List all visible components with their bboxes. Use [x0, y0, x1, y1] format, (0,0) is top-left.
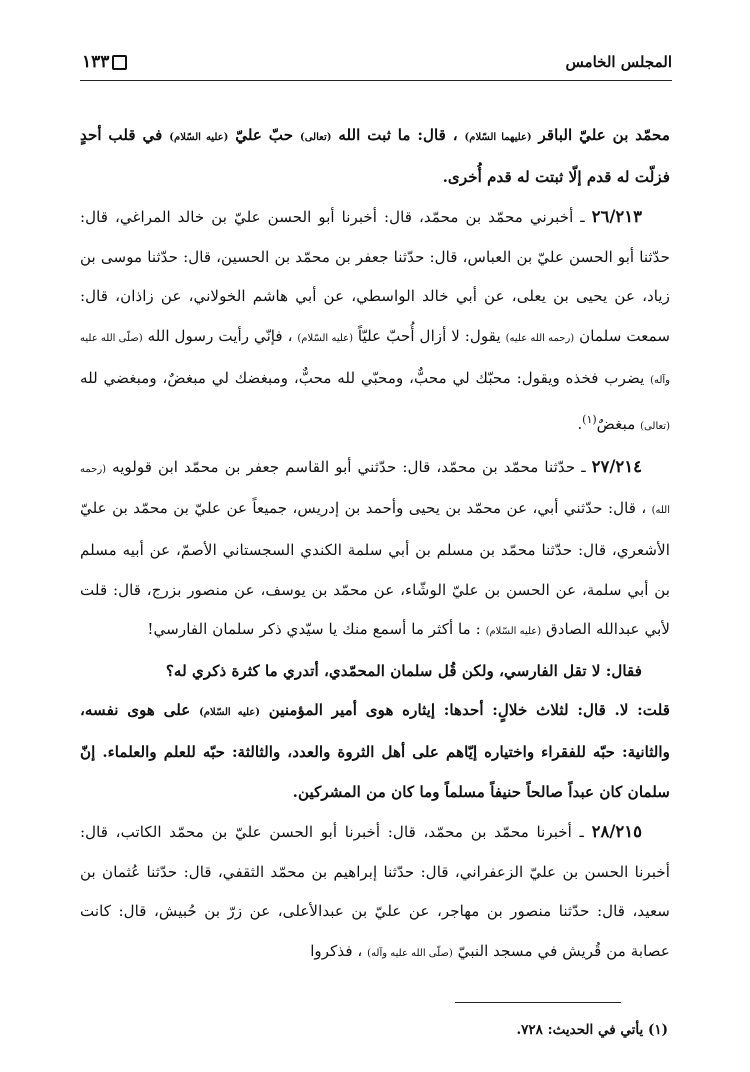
text-run: يقول: لا أزال أُحبّ عليّاً	[357, 326, 501, 345]
text-run: حبّ عليّ	[235, 126, 294, 144]
paragraph-1	[80, 116, 670, 197]
honorific: (تعالى)	[640, 421, 670, 433]
square-box-icon	[112, 55, 127, 70]
text-run: محمّد بن عليّ الباقر	[538, 126, 671, 144]
body-text	[80, 116, 670, 974]
page-number-group	[82, 52, 127, 72]
honorific: (عليه السّلام)	[169, 132, 229, 143]
text-run: فقال: لا تقل الفارسي، ولكن قُل سلمان المحمّدي، أتدري ما كثرة ذكري له؟	[165, 661, 642, 680]
footnote: (١) يأتي في الحديث: ٧٢٨.	[516, 1022, 668, 1038]
hadith-214	[80, 447, 670, 652]
hadith-213	[80, 197, 670, 447]
text-run: : ما أكثر ما أسمع منك يا سيّدي ذكر سلمان الفارسي!	[147, 620, 481, 639]
footnote-rule	[455, 1002, 621, 1003]
paragraph-reply	[80, 652, 670, 692]
text-run: ، فإنّي رأيت رسول الله	[147, 326, 293, 345]
hadith-number: ٢٧/٢١٤	[591, 456, 643, 476]
honorific: (عليه السّلام)	[297, 332, 354, 344]
text-run: ، قال: حدّثني أبي، عن محمّد بن يحيى وأحمد بن إدريس، جميعاً عن عليّ بن محمّد بن عليّ الأشعري، قال: حدّثنا محمّد بن مسلم بن أبي سلمة الكندي السجستاني الأصمّ، عن أبيه مسلم بن أبي سلمة، عن الحسن بن عليّ الوشّاء، عن محمّد بن يوسف، عن منصور بزرج، قال: قلت لأبي عبدالله الصادق	[80, 499, 670, 639]
honorific: (رحمه الله عليه)	[505, 332, 575, 344]
honorific: (عليهما السّلام)	[464, 132, 532, 143]
honorific: (عليه السّلام)	[485, 626, 542, 638]
text-run: .	[577, 415, 583, 434]
footnote-reference[interactable]: (١)	[582, 413, 597, 427]
page-number: ١٣٣	[82, 52, 110, 72]
text-run: على هوى نفسه، والثانية: حبّه للفقراء واختياره إيّاهم على أهل الثروة والعدد، والثالثة: حبّه للعلم والعلماء. إنّ سلمان كان عبداً صالحاً حنيفاً مسلماً وما كان من المشركين.	[80, 701, 670, 801]
header-rule	[80, 80, 672, 81]
text-run: ، فذكروا	[310, 941, 363, 960]
text-run: في قلب أحدٍ فزلّت له قدم إلّا ثبتت له قدم أُخرى.	[80, 126, 670, 186]
hadith-number: ٢٦/٢١٣	[591, 207, 642, 227]
text-run: ـ أخبرني محمّد بن محمّد، قال: أخبرنا أبو الحسن عليّ بن خالد المراغي، قال: حدّثنا أبو الحسن عليّ بن العباس، قال: حدّثنا جعفر بن محمّد بن الحسين، قال: حدّثنا موسى بن زياد، عن يحيى بن يعلى، عن أبي خالد الواسطي، عن أبي هاشم الخولاني، عن زاذان، قال: سمعت سلمان	[80, 208, 671, 345]
text-run: ـ أخبرنا محمّد بن محمّد، قال: أخبرنا أبو الحسن عليّ بن محمّد الكاتب، قال: أخبرنا الحسن بن عليّ الزعفراني، قال: حدّثنا إبراهيم بن محمّد الثقفي، قال: حدّثنا عُثمان بن سعيد، قال: حدّثنا منصور بن مهاجر، عن عليّ بن عبدالأعلى، عن زرّ بن حُبيش، قال: كانت عصابة من قُريش في مسجد النبيّ	[80, 823, 670, 960]
honorific: (رحمه الله)	[80, 463, 671, 517]
hadith-215	[80, 812, 670, 973]
chapter-title: المجلس الخامس	[565, 53, 672, 71]
honorific: (تعالى)	[299, 132, 332, 143]
hadith-number: ٢٨/٢١٥	[591, 822, 642, 842]
honorific: (عليه السّلام)	[199, 707, 260, 719]
text-run: ، قال: ما ثبت الله	[338, 126, 458, 144]
honorific: (صلّى الله عليه وآله)	[80, 332, 670, 386]
page-header	[82, 48, 672, 76]
text-run: قلت: لا. قال: لثلاث خلالٍ: أحدها: إيثاره هوى أمير المؤمنين	[268, 701, 670, 720]
honorific: (صلّى الله عليه وآله)	[367, 947, 453, 959]
text-run: ـ حدّثنا محمّد بن محمّد، قال: حدّثني أبو القاسم جعفر بن محمّد ابن قولويه	[112, 457, 586, 476]
paragraph-answer	[80, 691, 670, 812]
text-run: مبغضٌ	[596, 415, 636, 434]
text-run: يضرب فخذه ويقول: محبّك لي محبٌّ، ومحبّي لله محبٌّ، ومبغضك لي مبغضٌ، ومبغضي لله	[80, 368, 645, 387]
